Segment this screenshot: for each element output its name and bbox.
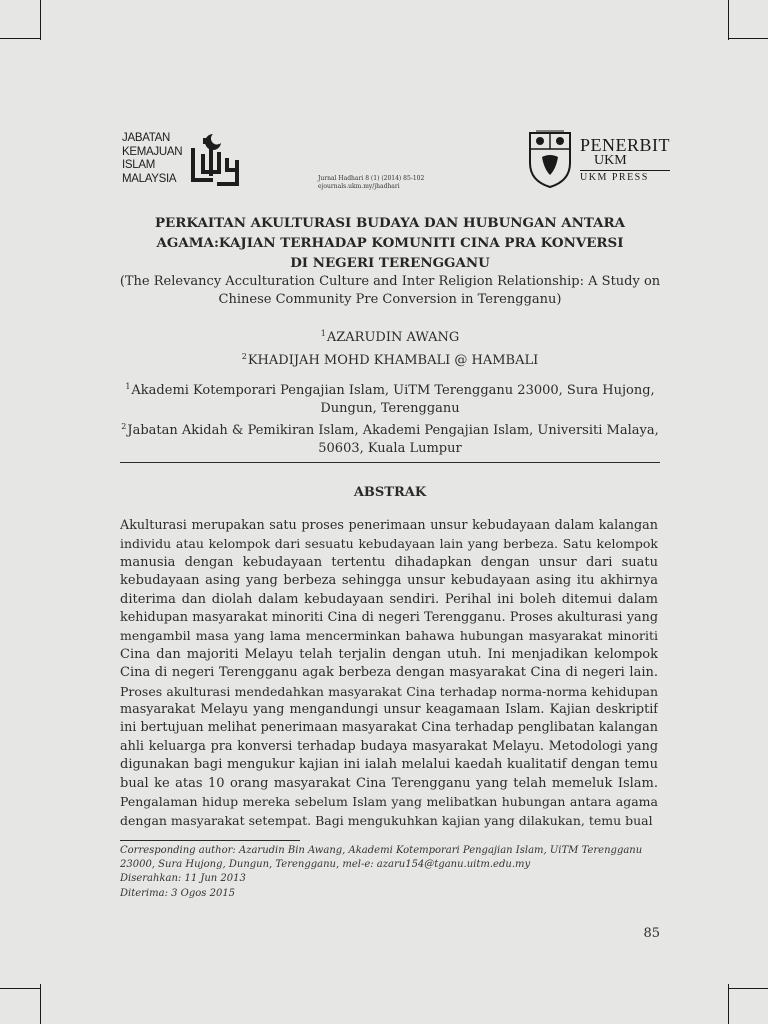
affiliation xyxy=(110,418,670,440)
jkim-line: MALAYSIA xyxy=(122,172,177,185)
title-english-line: (The Relevancy Acculturation Culture and Inter Religion Relationship: A Study on xyxy=(119,274,661,289)
crop-mark xyxy=(728,0,729,40)
abstract-line: digunakan bagi mengukur kajian ini ialah melalui kaedah kualitatif dengan temu xyxy=(120,757,658,773)
journal-url: ejournals.ukm.my/jhadhari xyxy=(318,182,400,190)
article-title xyxy=(110,213,670,273)
affiliation-line: 50603, Kuala Lumpur xyxy=(318,441,462,456)
author-superscript: 2 xyxy=(241,352,247,361)
jkim-logo-text xyxy=(122,132,182,186)
publisher-press: UKM PRESS xyxy=(580,170,670,183)
abstract-line: diterima dan diolah dalam kebudayaan sendiri. Perihal ini boleh ditemui dalam xyxy=(120,591,658,607)
crop-mark xyxy=(40,0,41,40)
corresponding-author-contact: 23000, Sura Hujong, Dungun, Terengganu, mel-e: azaru154@tganu.uitm.edu.my xyxy=(120,859,531,871)
crop-mark xyxy=(0,988,40,989)
crop-mark xyxy=(728,988,768,989)
jkim-line: ISLAM xyxy=(122,159,156,171)
jkim-calligraphy-logo-icon xyxy=(183,130,243,190)
affiliation-line: Dungun, Terengganu xyxy=(320,401,460,416)
crop-mark xyxy=(0,38,40,39)
abstract-line: mengambil masa yang lama mencerminkan bahawa hubungan masyarakat minoriti xyxy=(120,628,658,644)
abstract-line: kehidupan masyarakat minoriti Cina di negeri Terengganu. Proses akulturasi yang xyxy=(120,610,658,626)
journal-header xyxy=(0,126,768,196)
ukm-crest-icon xyxy=(526,129,574,189)
author xyxy=(110,347,670,370)
submitted-date: Diserahkan: 11 Jun 2013 xyxy=(120,873,246,885)
crop-mark xyxy=(728,984,729,1024)
author-superscript: 1 xyxy=(320,329,326,338)
abstract-heading: ABSTRAK xyxy=(353,485,427,500)
abstract-line: bual ke atas 10 orang masyarakat Cina Terengganu yang telah memeluk Islam. xyxy=(120,775,658,791)
publisher-logo xyxy=(580,136,670,183)
jkim-line: KEMAJUAN xyxy=(122,145,183,158)
accepted-date: Diterima: 3 Ogos 2015 xyxy=(120,887,236,899)
jkim-line: JABATAN xyxy=(122,132,170,144)
section-divider xyxy=(120,462,660,463)
author-name: AZARUDIN AWANG xyxy=(326,330,460,345)
author xyxy=(110,324,670,347)
article-title-english xyxy=(110,273,670,309)
crop-mark xyxy=(40,984,41,1024)
affiliation-line: Jabatan Akidah & Pemikiran Islam, Akademi Pengajian Islam, Universiti Malaya, xyxy=(127,423,659,438)
abstract-line: individu atau kelompok dari sesuatu kebudayaan lain yang berbeza. Satu kelompok xyxy=(120,536,658,552)
publisher-name: PENERBIT xyxy=(580,135,671,155)
title-line: PERKAITAN AKULTURASI BUDAYA DAN HUBUNGAN ANTARA xyxy=(154,215,626,231)
title-line: DI NEGERI TERENGGANU xyxy=(290,255,490,271)
title-line: AGAMA:KAJIAN TERHADAP KOMUNITI CINA PRA KONVERSI xyxy=(156,235,624,251)
page-number: 85 xyxy=(643,926,660,941)
crop-mark xyxy=(728,38,768,39)
abstract-line: Cina dan majoriti Melayu telah terjalin dengan utuh. Ini menjadikan kelompok xyxy=(120,646,658,662)
affiliation-superscript: 2 xyxy=(121,422,127,431)
abstract-line: ini bertujuan melihat penerimaan masyarakat Cina terhadap penglibatan kalangan xyxy=(120,720,658,736)
abstract-line: ahli keluarga pra konversi terhadap budaya masyarakat Melayu. Metodologi yang xyxy=(120,738,658,754)
footnote-divider xyxy=(120,840,300,841)
abstract-line: kebudayaan asing yang berbeza sehingga unsur kebudayaan asing itu akhirnya xyxy=(120,573,658,589)
journal-citation: Jurnal Hadhari 8 (1) (2014) 85-102 xyxy=(318,175,425,182)
author-list xyxy=(110,324,670,370)
journal-reference xyxy=(318,175,424,190)
affiliation-superscript: 1 xyxy=(125,382,131,391)
abstract-line: Akulturasi merupakan satu proses penerimaan unsur kebudayaan dalam kalangan xyxy=(120,518,658,533)
abstract-line: masyarakat Melayu yang mengandungi unsur keagamaan Islam. Kajian deskriptif xyxy=(120,702,658,718)
affiliation-line: Akademi Kotemporari Pengajian Islam, UiTM Terengganu 23000, Sura Hujong, xyxy=(131,383,655,398)
corresponding-author: Corresponding author: Azarudin Bin Awang, Akademi Kotemporari Pengajian Islam, UiTM Terengganu xyxy=(120,845,643,856)
abstract-line: Cina di negeri Terengganu agak berbeza dengan masyarakat Cina di negeri lain. xyxy=(120,665,658,681)
abstract-line: Pengalaman hidup mereka sebelum Islam yang melibatkan hubungan antara agama xyxy=(120,794,658,810)
footnote xyxy=(120,844,665,901)
publisher-abbrev: UKM xyxy=(594,153,627,168)
title-english-line: Chinese Community Pre Conversion in Terengganu) xyxy=(218,292,562,307)
abstract-body xyxy=(120,517,658,830)
abstract-line: dengan masyarakat setempat. Bagi mengukuhkan kajian yang dilakukan, temu bual xyxy=(120,812,653,828)
abstract-line: manusia dengan kebudayaan tertentu dihadapkan dengan unsur dari suatu xyxy=(120,554,658,570)
author-name: KHADIJAH MOHD KHAMBALI @ HAMBALI xyxy=(247,353,539,368)
affiliation xyxy=(110,378,670,400)
abstract-line: Proses akulturasi mendedahkan masyarakat Cina terhadap norma-norma kehidupan xyxy=(120,683,658,699)
affiliation-list xyxy=(110,378,670,458)
